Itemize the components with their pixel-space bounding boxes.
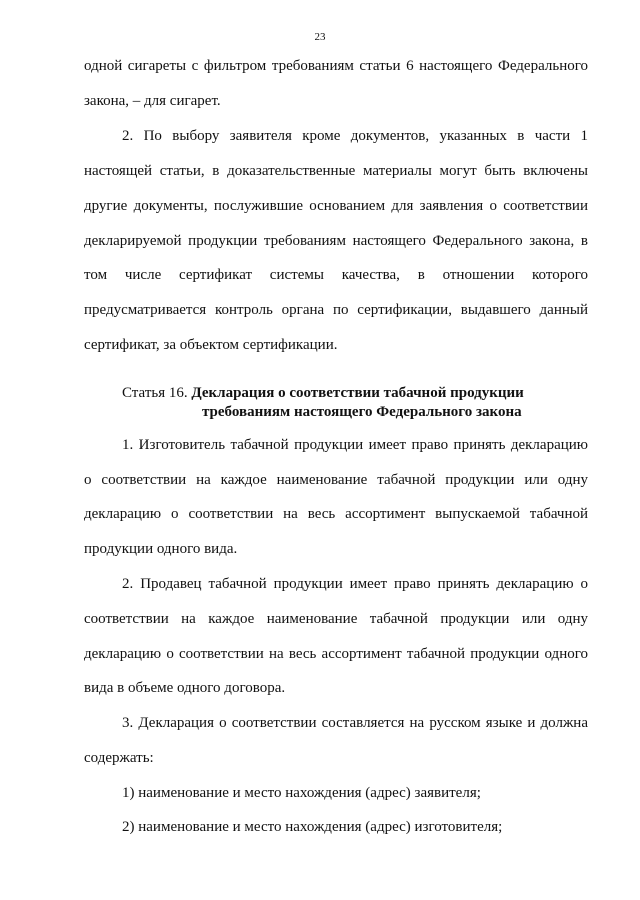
text-line: продукции одного вида. <box>84 541 238 557</box>
article-title: Декларация о соответствии табачной продукции <box>191 385 524 401</box>
text-line: предусматривается контроль органа по сертификации, выдавшего данный <box>84 302 588 318</box>
list-item: 1) наименование и место нахождения (адрес) заявителя; <box>122 785 481 801</box>
text-line: соответствии на каждое наименование табачной продукции или одну <box>84 611 588 627</box>
text-line: том числе сертификат системы качества, в отношении которого <box>84 267 588 283</box>
text-line: вида в объеме одного договора. <box>84 680 286 696</box>
paragraph-first-line: 2. По выбору заявителя кроме документов, указанных в части 1 <box>122 128 588 144</box>
article-heading <box>122 384 602 402</box>
text-line: декларируемой продукции требованиям настоящего Федерального закона, в <box>84 233 588 249</box>
paragraph-first-line: 2. Продавец табачной продукции имеет право принять декларацию о <box>122 576 588 592</box>
article-number: Статья 16. <box>122 385 188 401</box>
paragraph-first-line: 3. Декларация о соответствии составляется на русском языке и должна <box>122 715 588 731</box>
page-number: 23 <box>314 31 326 43</box>
list-item: 2) наименование и место нахождения (адрес) изготовителя; <box>122 819 503 835</box>
text-line: закона, – для сигарет. <box>84 93 221 109</box>
text-line: сертификат, за объектом сертификации. <box>84 337 338 353</box>
text-line: одной сигареты с фильтром требованиям статьи 6 настоящего Федерального <box>84 58 588 74</box>
paragraph-first-line: 1. Изготовитель табачной продукции имеет право принять декларацию <box>122 437 588 453</box>
article-title-continued: требованиям настоящего Федерального закона <box>202 404 522 420</box>
text-line: содержать: <box>84 750 154 766</box>
text-line: декларацию о соответствии на весь ассортимент табачной продукции одного <box>84 646 588 662</box>
text-line: другие документы, послужившие основанием для заявления о соответствии <box>84 198 588 214</box>
text-line: о соответствии на каждое наименование табачной продукции или одну <box>84 472 588 488</box>
text-line: декларацию о соответствии на весь ассортимент выпускаемой табачной <box>84 506 588 522</box>
text-line: настоящей статьи, в доказательственные материалы могут быть включены <box>84 163 588 179</box>
